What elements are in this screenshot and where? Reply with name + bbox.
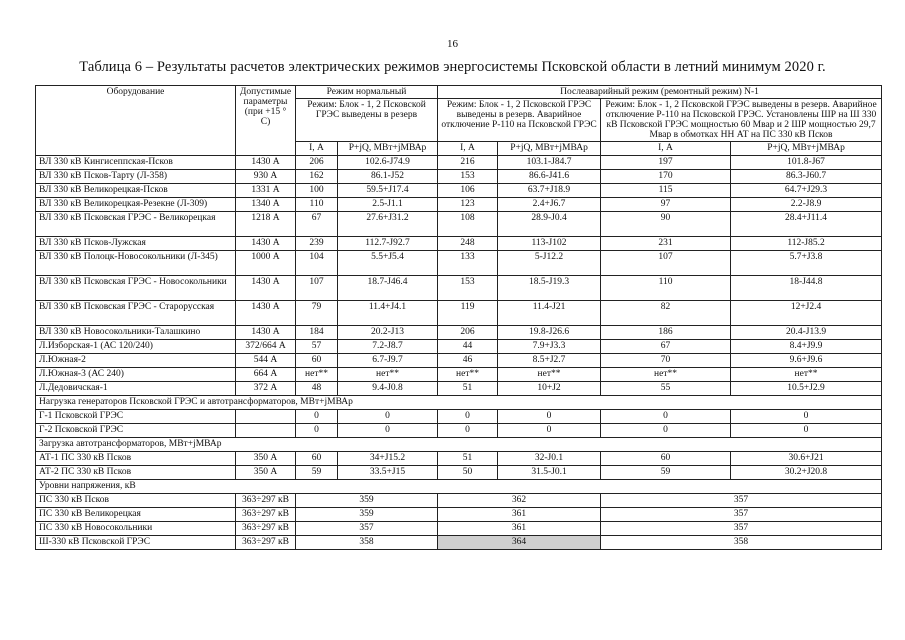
- table-cell: 1340 А: [236, 198, 296, 212]
- header-col-i: I, А: [438, 142, 498, 156]
- table-row: [36, 480, 882, 494]
- table-row: [36, 326, 882, 340]
- table-cell: 350 А: [236, 466, 296, 480]
- results-table: [35, 85, 882, 550]
- table-cell: 544 А: [236, 354, 296, 368]
- header-normal: Режим нормальный: [296, 86, 438, 99]
- table-cell: 364: [438, 536, 601, 550]
- table-cell: 0: [601, 410, 731, 424]
- header-col-p: P+jQ, МВт+jМВАр: [731, 142, 882, 156]
- table-cell: 1331 А: [236, 184, 296, 198]
- table-cell: 5.7+J3.8: [731, 251, 882, 276]
- table-cell: 18.5-J19.3: [498, 276, 601, 301]
- table-cell: ВЛ 330 кВ Новосокольники-Талашкино: [36, 326, 236, 340]
- table-row: [36, 452, 882, 466]
- table-cell: Л.Южная-3 (АС 240): [36, 368, 236, 382]
- table-cell: нет**: [338, 368, 438, 382]
- table-row: [36, 382, 882, 396]
- table-cell: 112-J85.2: [731, 237, 882, 251]
- table-row: [36, 424, 882, 438]
- table-cell: 1430 А: [236, 156, 296, 170]
- table-row: [36, 368, 882, 382]
- table-cell: 363÷297 кВ: [236, 536, 296, 550]
- table-cell: 12+J2.4: [731, 301, 882, 326]
- table-cell: 2.4+J6.7: [498, 198, 601, 212]
- table-cell: 357: [296, 522, 438, 536]
- table-cell: 8.5+J2.7: [498, 354, 601, 368]
- table-cell: ВЛ 330 кВ Псковская ГРЭС - Великорецкая: [36, 212, 236, 237]
- table-cell: 106: [438, 184, 498, 198]
- table-cell: ПС 330 кВ Псков: [36, 494, 236, 508]
- table-cell: 363÷297 кВ: [236, 508, 296, 522]
- table-cell: 206: [296, 156, 338, 170]
- table-cell: 48: [296, 382, 338, 396]
- table-cell: 231: [601, 237, 731, 251]
- table-cell: 59.5+J17.4: [338, 184, 438, 198]
- table-cell: 90: [601, 212, 731, 237]
- table-cell: 133: [438, 251, 498, 276]
- table-row: [36, 156, 882, 170]
- table-cell: Г-2 Псковской ГРЭС: [36, 424, 236, 438]
- table-row: [36, 212, 882, 237]
- table-cell: 0: [338, 424, 438, 438]
- table-cell: 363÷297 кВ: [236, 522, 296, 536]
- table-cell: 206: [438, 326, 498, 340]
- table-cell: Нагрузка генераторов Псковской ГРЭС и автотрансформаторов, МВт+jМВАр: [36, 396, 882, 410]
- table-cell: 0: [438, 424, 498, 438]
- table-cell: 0: [731, 424, 882, 438]
- table-cell: 153: [438, 276, 498, 301]
- table-cell: 55: [601, 382, 731, 396]
- table-row: [36, 508, 882, 522]
- table-cell: 186: [601, 326, 731, 340]
- header-post-mode-1: Режим: Блок - 1, 2 Псковской ГРЭС выведены в резерв. Аварийное отключение Р-110 на Псковской ГРЭС: [438, 99, 601, 142]
- table-cell: 0: [601, 424, 731, 438]
- table-cell: 103.1-J84.7: [498, 156, 601, 170]
- table-cell: 19.8-J26.6: [498, 326, 601, 340]
- table-row: [36, 301, 882, 326]
- table-cell: 44: [438, 340, 498, 354]
- table-cell: ВЛ 330 кВ Великорецкая-Псков: [36, 184, 236, 198]
- table-cell: нет**: [731, 368, 882, 382]
- table-cell: 10+J2: [498, 382, 601, 396]
- table-cell: 2.2-J8.9: [731, 198, 882, 212]
- table-cell: 67: [601, 340, 731, 354]
- table-title: Таблица 6 – Результаты расчетов электрических режимов энергосистемы Псковской области в летний минимум 2020 г.: [79, 59, 826, 75]
- table-cell: 248: [438, 237, 498, 251]
- header-post: Послеаварийный режим (ремонтный режим) N-1: [438, 86, 882, 99]
- table-cell: 30.6+J21: [731, 452, 882, 466]
- table-cell: 358: [296, 536, 438, 550]
- table-row: [36, 198, 882, 212]
- table-cell: 46: [438, 354, 498, 368]
- table-cell: 0: [296, 424, 338, 438]
- header-post-mode-2: Режим: Блок - 1, 2 Псковской ГРЭС выведены в резерв. Аварийное отключение Р-110 на Псковской ГРЭС. Установлены ШР на Ш 330 кВ Псковской ГРЭС мощностью 60 Мвар и 2 ШР мощностью 29,7 Мвар в обмотках НН АТ на ПС 330 кВ Псков: [601, 99, 882, 142]
- header-col-p: P+jQ, МВт+jМВАр: [338, 142, 438, 156]
- table-cell: 51: [438, 382, 498, 396]
- table-cell: 0: [498, 424, 601, 438]
- table-cell: 107: [601, 251, 731, 276]
- table-cell: 0: [296, 410, 338, 424]
- header-col-i: I, А: [296, 142, 338, 156]
- table-cell: 97: [601, 198, 731, 212]
- table-cell: 115: [601, 184, 731, 198]
- table-cell: 119: [438, 301, 498, 326]
- table-row: [36, 354, 882, 368]
- table-cell: 1430 А: [236, 276, 296, 301]
- table-cell: 79: [296, 301, 338, 326]
- table-cell: 9.6+J9.6: [731, 354, 882, 368]
- table-row: [36, 438, 882, 452]
- table-cell: 359: [296, 508, 438, 522]
- table-cell: Загрузка автотрансформаторов, МВт+jМВАр: [36, 438, 882, 452]
- table-cell: 31.5-J0.1: [498, 466, 601, 480]
- table-row: [36, 410, 882, 424]
- table-cell: 5-J12.2: [498, 251, 601, 276]
- table-cell: 110: [296, 198, 338, 212]
- table-cell: 86.1-J52: [338, 170, 438, 184]
- table-cell: [236, 410, 296, 424]
- table-cell: нет**: [296, 368, 338, 382]
- table-cell: 10.5+J2.9: [731, 382, 882, 396]
- table-cell: Г-1 Псковской ГРЭС: [36, 410, 236, 424]
- table-cell: 0: [731, 410, 882, 424]
- table-cell: 8.4+J9.9: [731, 340, 882, 354]
- table-cell: 112.7-J92.7: [338, 237, 438, 251]
- table-cell: 32-J0.1: [498, 452, 601, 466]
- table-cell: ПС 330 кВ Великорецкая: [36, 508, 236, 522]
- table-cell: 20.4-J13.9: [731, 326, 882, 340]
- header-allowed: Допустимые параметры (при +15 ° С): [236, 86, 296, 156]
- table-cell: 102.6-J74.9: [338, 156, 438, 170]
- table-row: [36, 237, 882, 251]
- table-cell: 11.4+J4.1: [338, 301, 438, 326]
- table-row: [36, 170, 882, 184]
- table-cell: 34+J15.2: [338, 452, 438, 466]
- table-cell: 60: [601, 452, 731, 466]
- table-row: [36, 396, 882, 410]
- table-cell: 101.8-J67: [731, 156, 882, 170]
- table-cell: 0: [338, 410, 438, 424]
- table-cell: 359: [296, 494, 438, 508]
- table-cell: АТ-2 ПС 330 кВ Псков: [36, 466, 236, 480]
- table-cell: 86.6-J41.6: [498, 170, 601, 184]
- table-cell: 2.5-J1.1: [338, 198, 438, 212]
- table-cell: Л.Дедовичская-1: [36, 382, 236, 396]
- table-row: [36, 522, 882, 536]
- table-cell: 123: [438, 198, 498, 212]
- header-normal-mode: Режим: Блок - 1, 2 Псковской ГРЭС выведены в резерв: [296, 99, 438, 142]
- table-row: [36, 276, 882, 301]
- table-cell: 70: [601, 354, 731, 368]
- table-cell: 1218 А: [236, 212, 296, 237]
- table-cell: 28.4+J11.4: [731, 212, 882, 237]
- table-cell: 59: [296, 466, 338, 480]
- table-cell: Ш-330 кВ Псковской ГРЭС: [36, 536, 236, 550]
- table-cell: 357: [601, 494, 882, 508]
- table-cell: 7.9+J3.3: [498, 340, 601, 354]
- table-cell: ВЛ 330 кВ Псковская ГРЭС - Новосокольники: [36, 276, 236, 301]
- table-cell: 372/664 А: [236, 340, 296, 354]
- table-cell: нет**: [498, 368, 601, 382]
- table-cell: 20.2-J13: [338, 326, 438, 340]
- table-cell: 67: [296, 212, 338, 237]
- table-row: [36, 536, 882, 550]
- table-cell: ПС 330 кВ Новосокольники: [36, 522, 236, 536]
- table-cell: 357: [601, 522, 882, 536]
- table-cell: 108: [438, 212, 498, 237]
- table-cell: 162: [296, 170, 338, 184]
- page-number: 16: [447, 38, 458, 50]
- table-cell: 350 А: [236, 452, 296, 466]
- table-cell: 7.2-J8.7: [338, 340, 438, 354]
- table-cell: 239: [296, 237, 338, 251]
- table-cell: 82: [601, 301, 731, 326]
- table-cell: 1430 А: [236, 326, 296, 340]
- table-cell: 11.4-J21: [498, 301, 601, 326]
- table-cell: 86.3-J60.7: [731, 170, 882, 184]
- table-cell: 153: [438, 170, 498, 184]
- table-cell: Л.Южная-2: [36, 354, 236, 368]
- table-cell: 30.2+J20.8: [731, 466, 882, 480]
- table-row: [36, 340, 882, 354]
- table-cell: 50: [438, 466, 498, 480]
- table-cell: 357: [601, 508, 882, 522]
- table-cell: 60: [296, 354, 338, 368]
- table-cell: ВЛ 330 кВ Псковская ГРЭС - Старорусская: [36, 301, 236, 326]
- table-cell: ВЛ 330 кВ Псков-Лужская: [36, 237, 236, 251]
- table-row: [36, 466, 882, 480]
- table-cell: 1430 А: [236, 237, 296, 251]
- table-cell: 60: [296, 452, 338, 466]
- table-cell: АТ-1 ПС 330 кВ Псков: [36, 452, 236, 466]
- table-cell: 113-J102: [498, 237, 601, 251]
- table-cell: 0: [438, 410, 498, 424]
- table-cell: 18-J44.8: [731, 276, 882, 301]
- table-row: [36, 251, 882, 276]
- table-cell: 51: [438, 452, 498, 466]
- table-cell: 1000 А: [236, 251, 296, 276]
- table-cell: [236, 424, 296, 438]
- table-cell: 64.7+J29.3: [731, 184, 882, 198]
- table-cell: 170: [601, 170, 731, 184]
- table-cell: 28.9-J0.4: [498, 212, 601, 237]
- table-cell: Л.Изборская-1 (АС 120/240): [36, 340, 236, 354]
- table-cell: ВЛ 330 кВ Кингисеппская-Псков: [36, 156, 236, 170]
- table-cell: 100: [296, 184, 338, 198]
- table-cell: 363÷297 кВ: [236, 494, 296, 508]
- header-col-i: I, А: [601, 142, 731, 156]
- table-cell: нет**: [438, 368, 498, 382]
- table-cell: 5.5+J5.4: [338, 251, 438, 276]
- table-cell: 361: [438, 508, 601, 522]
- table-cell: 33.5+J15: [338, 466, 438, 480]
- table-cell: 0: [498, 410, 601, 424]
- table-cell: 9.4-J0.8: [338, 382, 438, 396]
- table-row: [36, 184, 882, 198]
- table-row: [36, 494, 882, 508]
- table-cell: 358: [601, 536, 882, 550]
- table-cell: 664 А: [236, 368, 296, 382]
- table-cell: нет**: [601, 368, 731, 382]
- header-col-p: P+jQ, МВт+jМВАр: [498, 142, 601, 156]
- table-cell: ВЛ 330 кВ Великорецкая-Резекне (Л-309): [36, 198, 236, 212]
- table-cell: 18.7-J46.4: [338, 276, 438, 301]
- table-cell: ВЛ 330 кВ Псков-Тарту (Л-358): [36, 170, 236, 184]
- table-cell: 372 А: [236, 382, 296, 396]
- table-cell: 1430 А: [236, 301, 296, 326]
- table-cell: 27.6+J31.2: [338, 212, 438, 237]
- table-cell: 59: [601, 466, 731, 480]
- table-cell: 107: [296, 276, 338, 301]
- table-cell: 362: [438, 494, 601, 508]
- table-cell: 930 А: [236, 170, 296, 184]
- table-cell: 6.7-J9.7: [338, 354, 438, 368]
- table-cell: Уровни напряжения, кВ: [36, 480, 882, 494]
- table-cell: 216: [438, 156, 498, 170]
- table-cell: 63.7+J18.9: [498, 184, 601, 198]
- table-cell: 184: [296, 326, 338, 340]
- table-cell: 197: [601, 156, 731, 170]
- header-equipment: Оборудование: [36, 86, 236, 156]
- table-cell: ВЛ 330 кВ Полоцк-Новосокольники (Л-345): [36, 251, 236, 276]
- table-cell: 361: [438, 522, 601, 536]
- table-cell: 104: [296, 251, 338, 276]
- table-cell: 110: [601, 276, 731, 301]
- table-cell: 57: [296, 340, 338, 354]
